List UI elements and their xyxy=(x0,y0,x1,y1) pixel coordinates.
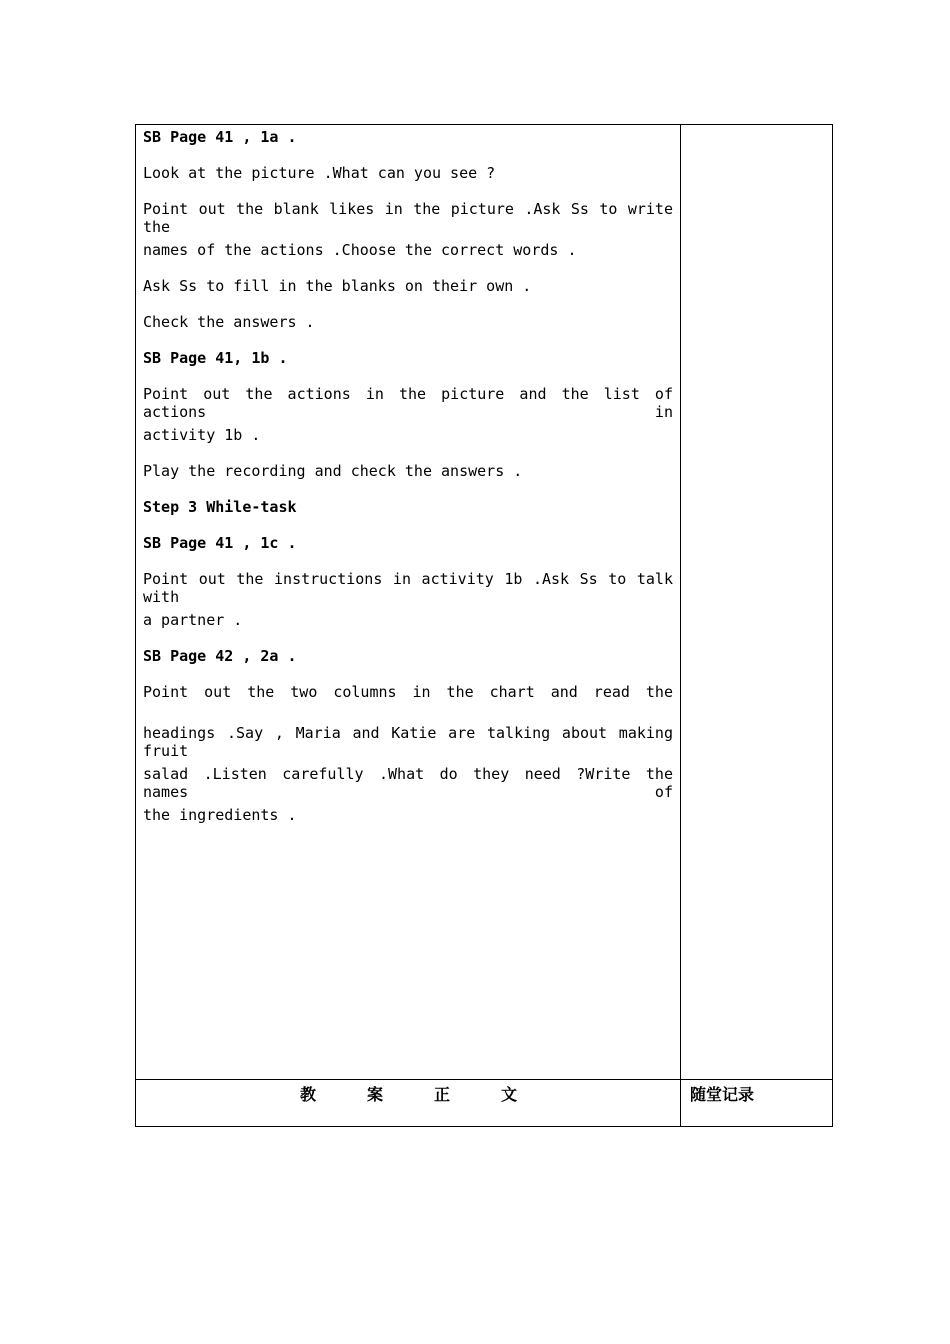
footer-notes-label: 随堂记录 xyxy=(690,1085,755,1104)
text-line: the ingredients . xyxy=(143,806,297,824)
text-line: Ask Ss to fill in the blanks on their own . xyxy=(143,277,532,295)
footer-char-4: 文 xyxy=(501,1085,518,1104)
text-line: names of the actions .Choose the correct words . xyxy=(143,241,577,259)
text-line: a partner . xyxy=(143,611,243,629)
footer-divider xyxy=(135,1079,833,1080)
text-line: Look at the picture .What can you see ? xyxy=(143,164,496,182)
heading-1a: SB Page 41 , 1a . xyxy=(143,128,297,146)
footer-char-1: 教 xyxy=(300,1085,317,1104)
text-line: activity 1b . xyxy=(143,426,261,444)
footer-char-2: 案 xyxy=(367,1085,384,1104)
text-line: salad .Listen carefully .What do they need ?Write the names of xyxy=(143,765,673,801)
text-line: Point out the two columns in the chart and read the xyxy=(143,683,673,701)
text-line: headings .Say , Maria and Katie are talking about making fruit xyxy=(143,724,673,760)
heading-step-3: Step 3 While-task xyxy=(143,498,297,516)
heading-2a: SB Page 42 , 2a . xyxy=(143,647,297,665)
column-divider xyxy=(680,124,681,1127)
heading-1c: SB Page 41 , 1c . xyxy=(143,534,297,552)
text-line: Point out the blank likes in the picture .Ask Ss to write the xyxy=(143,200,673,236)
footer-char-3: 正 xyxy=(434,1085,451,1104)
heading-1b: SB Page 41, 1b . xyxy=(143,349,288,367)
text-line: Play the recording and check the answers . xyxy=(143,462,523,480)
text-line: Check the answers . xyxy=(143,313,315,331)
text-line: Point out the instructions in activity 1b .Ask Ss to talk with xyxy=(143,570,673,606)
text-line: Point out the actions in the picture and the list of actions in xyxy=(143,385,673,421)
